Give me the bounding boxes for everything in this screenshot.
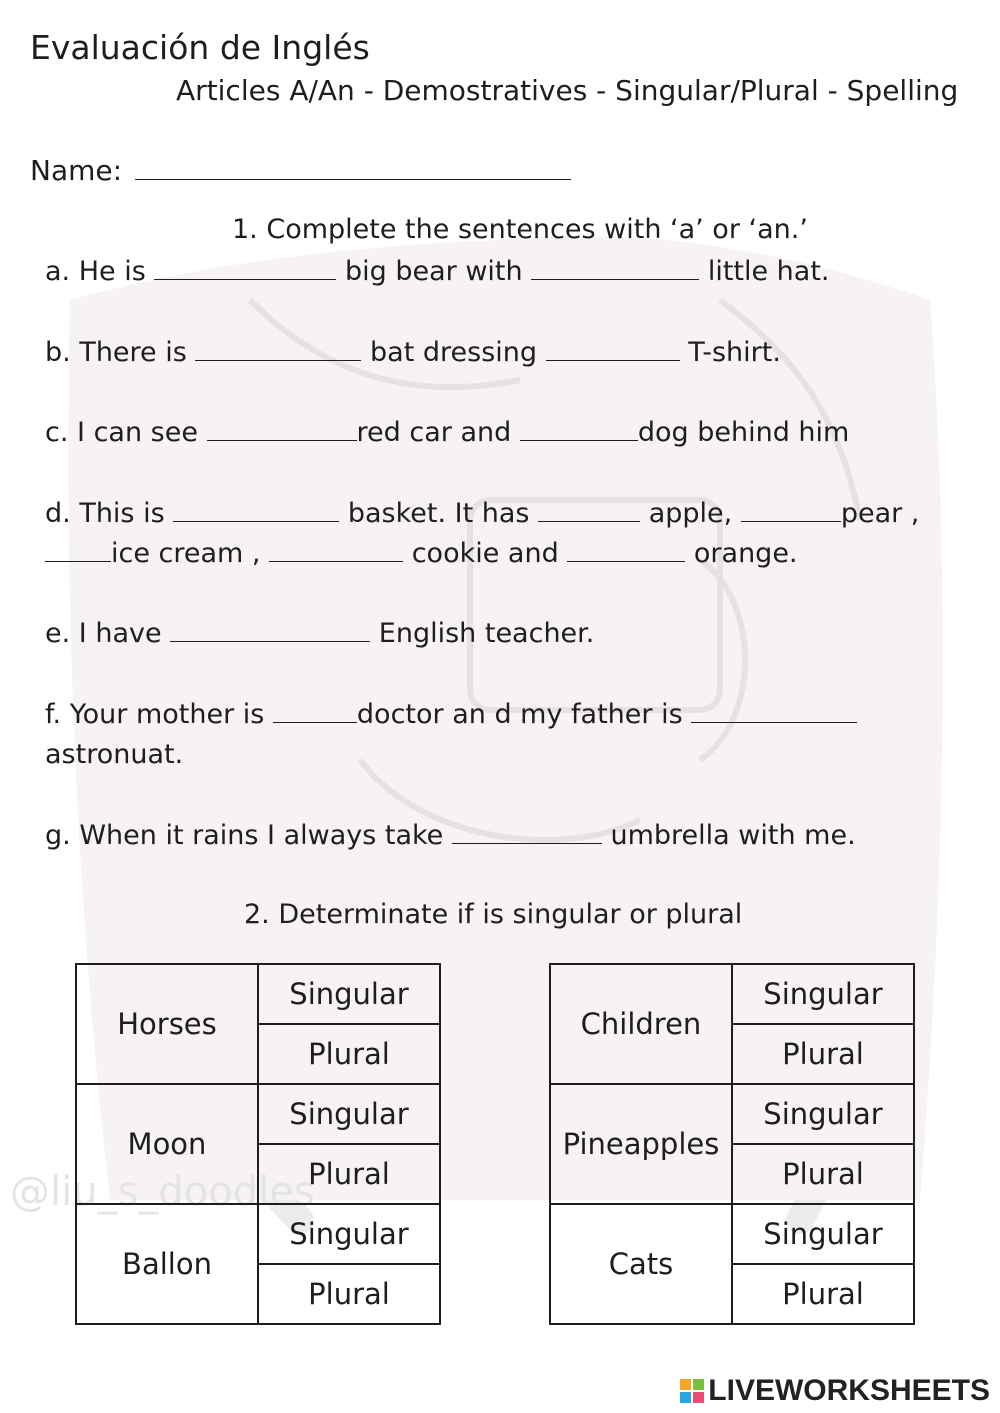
item-marker: b. [45, 337, 71, 368]
watermark-text: @liu_s_doodles [10, 1169, 315, 1215]
logo-icon [680, 1379, 704, 1403]
word-cell: Children [550, 964, 732, 1084]
sentence-f-continued [45, 739, 183, 770]
word-cell: Moon [76, 1084, 258, 1204]
answer-blank[interactable] [45, 539, 111, 562]
answer-blank[interactable] [195, 338, 361, 361]
answer-blank[interactable] [269, 539, 403, 562]
sentence-f [45, 699, 857, 730]
singular-option[interactable]: Singular [732, 964, 914, 1024]
answer-blank[interactable] [207, 418, 357, 441]
page-subtitle: Articles A/An - Demostratives - Singular/Plural - Spelling [176, 74, 959, 107]
sentence-text: I have [78, 618, 162, 649]
plural-option[interactable]: Plural [732, 1024, 914, 1084]
sentence-b [45, 337, 781, 368]
logo-square [680, 1379, 691, 1390]
sentence-text: orange. [693, 538, 798, 569]
name-field[interactable] [135, 157, 571, 180]
sentence-text: umbrella with me. [610, 820, 856, 851]
answer-blank[interactable] [741, 499, 841, 522]
answer-blank[interactable] [273, 700, 357, 723]
item-marker: f. [45, 699, 62, 730]
sentence-text: bat dressing [370, 337, 538, 368]
sentence-text: English teacher. [378, 618, 595, 649]
sentence-text: T-shirt. [688, 337, 781, 368]
name-row [30, 154, 571, 187]
word-cell: Pineapples [550, 1084, 732, 1204]
sentence-text: When it rains I always take [79, 820, 444, 851]
sentence-text: little hat. [707, 256, 830, 287]
sentence-a [45, 256, 830, 287]
sentence-text: apple, [648, 498, 733, 529]
sentence-g [45, 820, 856, 851]
sentence-text: This is [79, 498, 165, 529]
sentence-d-continued [45, 538, 798, 569]
plural-option[interactable]: Plural [258, 1144, 440, 1204]
singular-plural-table-right [549, 963, 915, 1325]
item-marker: c. [45, 417, 69, 448]
answer-blank[interactable] [538, 499, 640, 522]
logo-square [680, 1392, 691, 1403]
plural-option[interactable]: Plural [258, 1024, 440, 1084]
sentence-text: red car and [356, 417, 512, 448]
logo-square [693, 1392, 704, 1403]
plural-option[interactable]: Plural [732, 1264, 914, 1324]
answer-blank[interactable] [154, 257, 336, 280]
item-marker: g. [45, 820, 71, 851]
word-cell: Horses [76, 964, 258, 1084]
sentence-text: dog behind him [637, 417, 850, 448]
answer-blank[interactable] [691, 700, 857, 723]
answer-blank[interactable] [520, 418, 638, 441]
answer-blank[interactable] [170, 619, 370, 642]
logo-square [693, 1379, 704, 1390]
logo-text: LIVEWORKSHEETS [708, 1374, 990, 1407]
answer-blank[interactable] [452, 821, 602, 844]
sentence-text: basket. It has [347, 498, 530, 529]
answer-blank[interactable] [173, 499, 339, 522]
sentence-text: big bear with [345, 256, 523, 287]
name-label: Name: [30, 154, 123, 187]
section2-instruction: 2. Determinate if is singular or plural [244, 899, 743, 930]
answer-blank[interactable] [546, 338, 680, 361]
sentence-text: I can see [77, 417, 198, 448]
singular-option[interactable]: Singular [732, 1084, 914, 1144]
singular-plural-table-left [75, 963, 441, 1325]
sentence-text: He is [78, 256, 146, 287]
sentence-c [45, 417, 849, 448]
page-title: Evaluación de Inglés [30, 28, 370, 67]
word-cell: Ballon [76, 1204, 258, 1324]
singular-option[interactable]: Singular [258, 964, 440, 1024]
sentence-text: pear , [840, 498, 920, 529]
plural-option[interactable]: Plural [732, 1144, 914, 1204]
sentence-text: There is [79, 337, 187, 368]
sentence-text: Your mother is [69, 699, 265, 730]
sentence-text: ice cream , [111, 538, 261, 569]
sentence-text: cookie and [411, 538, 559, 569]
item-marker: a. [45, 256, 71, 287]
singular-option[interactable]: Singular [258, 1084, 440, 1144]
sentence-text: astronuat. [45, 739, 184, 770]
section1-instruction: 1. Complete the sentences with ‘a’ or ‘an.’ [232, 214, 808, 245]
sentence-text: doctor an d my father is [356, 699, 683, 730]
sentence-e [45, 618, 594, 649]
item-marker: d. [45, 498, 71, 529]
singular-option[interactable]: Singular [732, 1204, 914, 1264]
answer-blank[interactable] [531, 257, 699, 280]
sentence-d [45, 498, 919, 529]
plural-option[interactable]: Plural [258, 1264, 440, 1324]
answer-blank[interactable] [567, 539, 685, 562]
item-marker: e. [45, 618, 71, 649]
word-cell: Cats [550, 1204, 732, 1324]
singular-option[interactable]: Singular [258, 1204, 440, 1264]
liveworksheets-logo [680, 1374, 990, 1408]
